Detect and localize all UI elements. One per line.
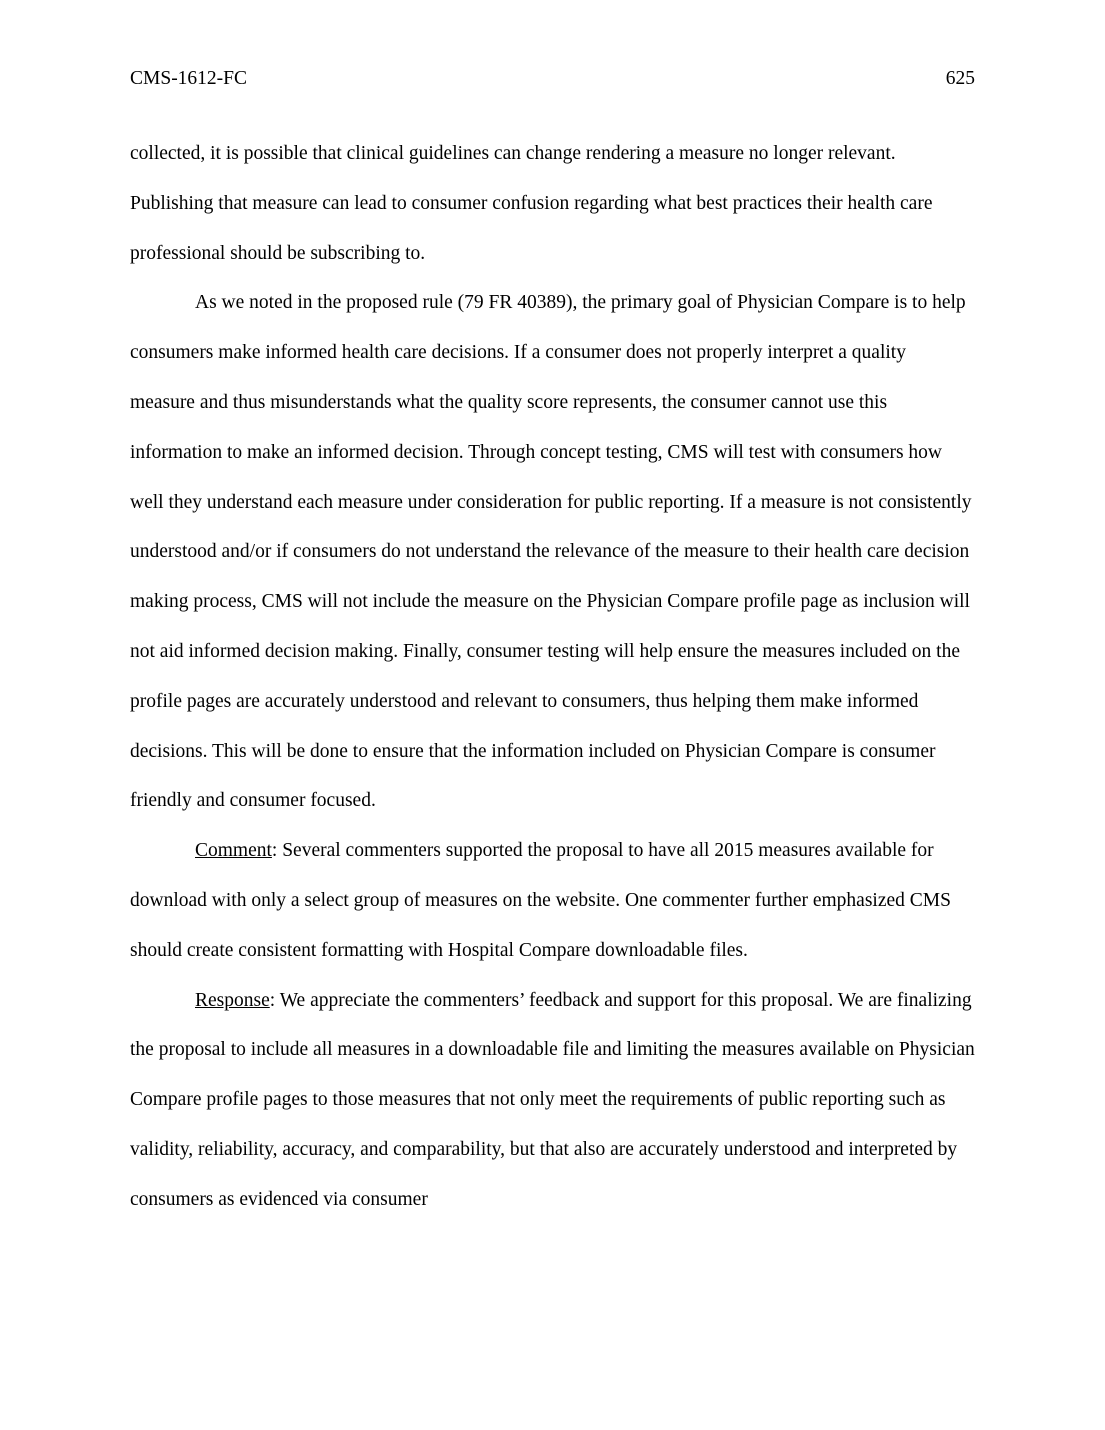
document-id: CMS-1612-FC — [130, 68, 248, 89]
body-text — [130, 129, 975, 1225]
paragraph-continuation — [130, 129, 975, 278]
response-label: Response — [195, 989, 270, 1011]
paragraph-comment — [130, 826, 975, 975]
paragraph-text: : Several commenters supported the proposal to have all 2015 measures available for download with only a select group of measures on the website. One commenter further emphasized CMS should create consistent formatting with Hospital Compare downloadable files. — [130, 840, 951, 961]
paragraph-text: : We appreciate the commenters’ feedback and support for this proposal. We are finalizing the proposal to include all measures in a downloadable file and limiting the measures available on Physician Compare profile pages to those measures that not only meet the requirements of public reporting such as validity, reliability, accuracy, and comparability, but that also are accurately understood and interpreted by consumers as evidenced via consumer — [130, 989, 975, 1210]
page-header — [130, 66, 975, 92]
comment-label: Comment — [195, 840, 272, 862]
paragraph-text: As we noted in the proposed rule (79 FR 40389), the primary goal of Physician Compare is to help consumers make informed health care decisions. If a consumer does not properly interpret a quality measure and thus misunderstands what the quality score represents, the consumer cannot use this information to make an informed decision. Through concept testing, CMS will test with consumers how well they understand each measure under consideration for public reporting. If a measure is not consistently understood and/or if consumers do not understand the relevance of the measure to their health care decision making process, CMS will not include the measure on the Physician Compare profile page as inclusion will not aid informed decision making. Finally, consumer testing will help ensure the measures included on the profile pages are accurately understood and relevant to consumers, thus helping them make informed decisions. This will be done to ensure that the information included on Physician Compare is consumer friendly and consumer focused. — [130, 292, 972, 812]
paragraph-response — [130, 976, 975, 1225]
paragraph-primary-goal — [130, 278, 975, 826]
page-number: 625 — [945, 68, 975, 89]
paragraph-text: collected, it is possible that clinical guidelines can change rendering a measure no longer relevant. Publishing that measure can lead to consumer confusion regarding what best practices their health care professional should be subscribing to. — [130, 143, 933, 264]
